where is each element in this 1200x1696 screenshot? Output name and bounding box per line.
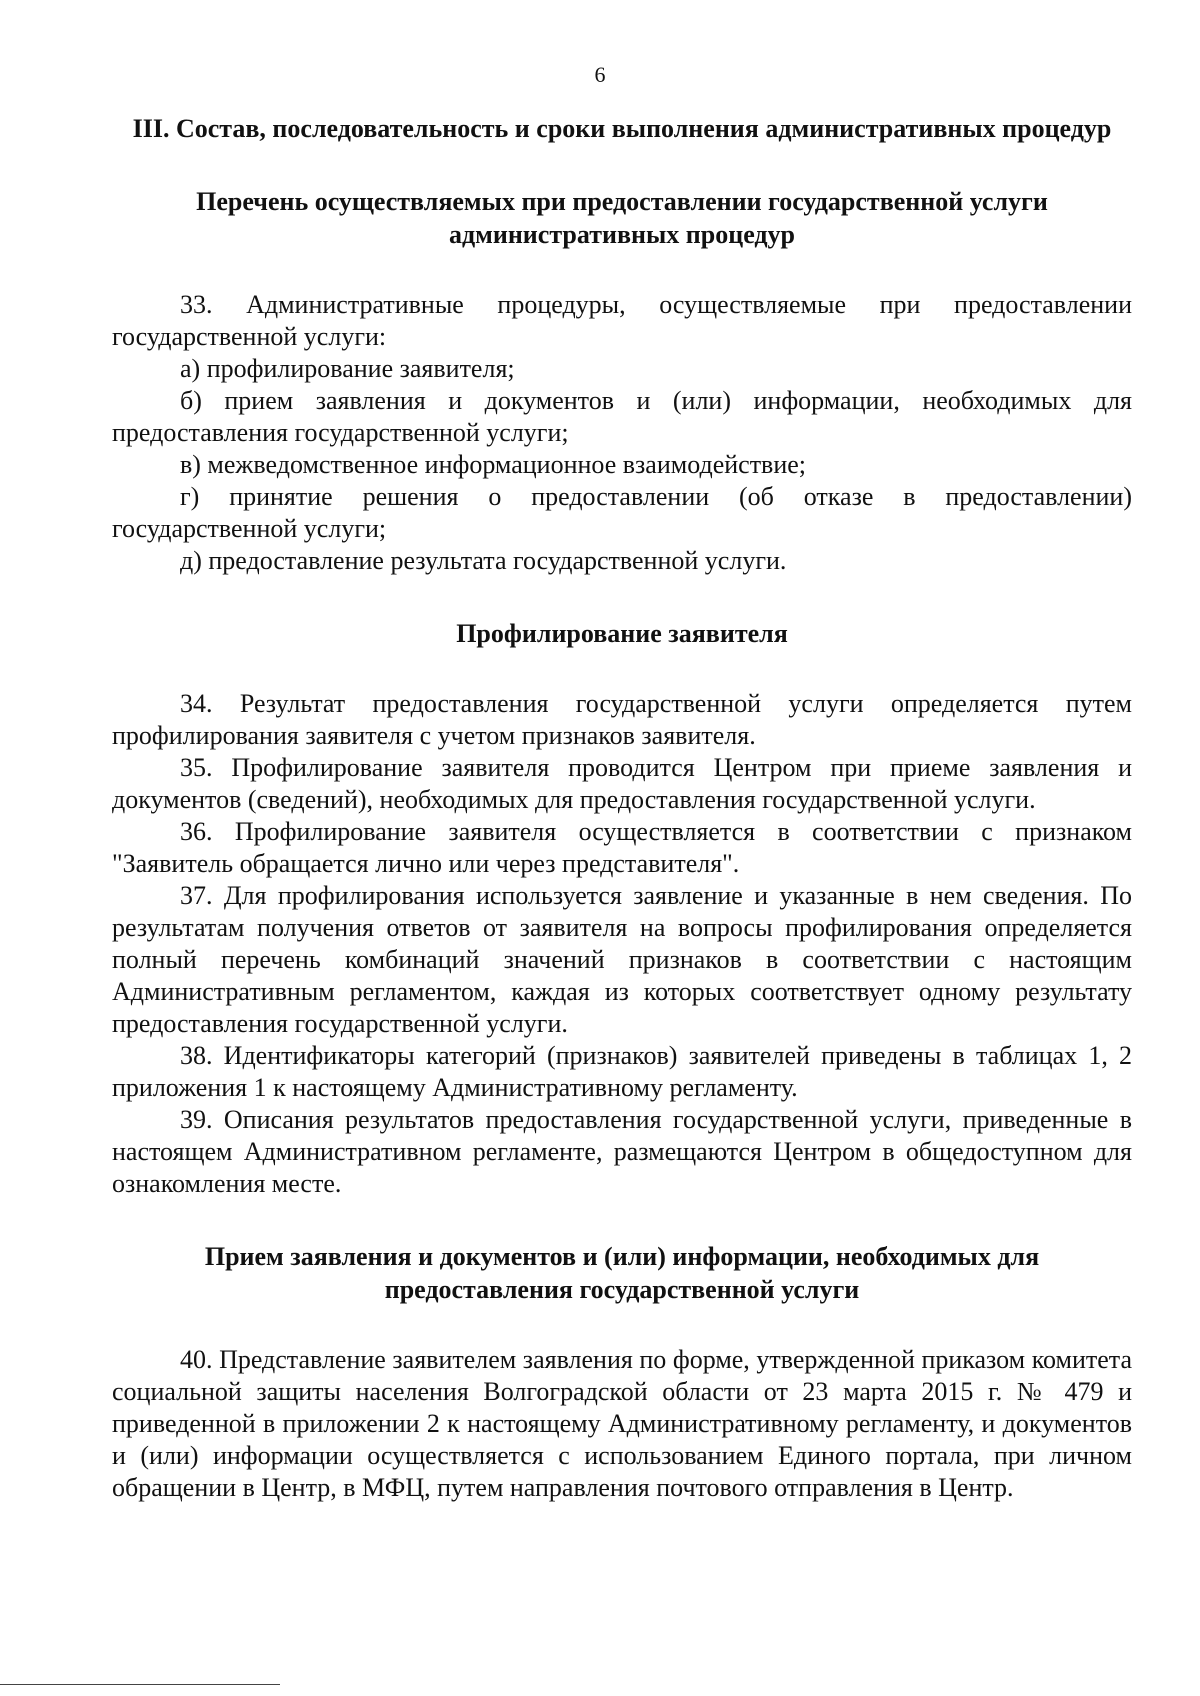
paragraph-37: 37. Для профилирования используется заявление и указанные в нем сведения. По результатам получения ответов от заявителя на вопросы профилирования определяется полный перечень комбинаций значений признаков в соответствии с настоящим Административным регламентом, каждая из которых соответствует одному результату предоставления государственной услуги. — [112, 881, 1132, 1038]
subsection-title-procedures: Перечень осуществляемых при предоставлении государственной услуги административных процедур — [196, 187, 1048, 249]
list-item-b: б) прием заявления и документов и (или) информации, необходимых для предоставления государственной услуги; — [112, 386, 1132, 447]
subsection-title-profiling: Профилирование заявителя — [456, 619, 788, 648]
document-body — [112, 112, 1132, 1504]
paragraph-39: 39. Описания результатов предоставления государственной услуги, приведенные в настоящем Административном регламенте, размещаются Центром в общедоступном для ознакомления месте. — [112, 1105, 1132, 1198]
list-item-v: в) межведомственное информационное взаимодействие; — [180, 450, 807, 479]
paragraph-34: 34. Результат предоставления государственной услуги определяется путем профилирования заявителя с учетом признаков заявителя. — [112, 689, 1132, 750]
list-item-a: а) профилирование заявителя; — [180, 354, 515, 383]
application-paragraphs — [112, 1344, 1132, 1504]
paragraph-35: 35. Профилирование заявителя проводится Центром при приеме заявления и документов (сведений), необходимых для предоставления государственной услуги. — [112, 753, 1132, 814]
paragraph-33: 33. Административные процедуры, осуществляемые при предоставлении государственной услуги: — [112, 290, 1132, 351]
page-number: 6 — [594, 62, 606, 87]
subsection-title-application: Прием заявления и документов и (или) информации, необходимых для предоставления государственной услуги — [204, 1242, 1040, 1304]
profiling-paragraphs — [112, 688, 1132, 1200]
paragraph-36: 36. Профилирование заявителя осуществляется в соответствии с признаком "Заявитель обращается лично или через представителя". — [112, 817, 1132, 878]
list-item-d: д) предоставление результата государственной услуги. — [180, 546, 787, 575]
list-item-g: г) принятие решения о предоставлении (об отказе в предоставлении) государственной услуги; — [112, 482, 1132, 543]
procedures-list — [112, 289, 1132, 577]
paragraph-40: 40. Представление заявителем заявления по форме, утвержденной приказом комитета социальной защиты населения Волгоградской области от 23 марта 2015 г. № 479 и приведенной в приложении 2 к настоящему Административному регламенту, и документов и (или) информации осуществляется с использованием Единого портала, при личном обращении в Центр, в МФЦ, путем направления почтового отправления в Центр. — [112, 1345, 1132, 1502]
footer-rule — [0, 1684, 280, 1685]
section-title: III. Состав, последовательность и сроки выполнения административных процедур — [132, 114, 1112, 143]
paragraph-38: 38. Идентификаторы категорий (признаков) заявителей приведены в таблицах 1, 2 приложения 1 к настоящему Административному регламенту. — [112, 1041, 1132, 1102]
